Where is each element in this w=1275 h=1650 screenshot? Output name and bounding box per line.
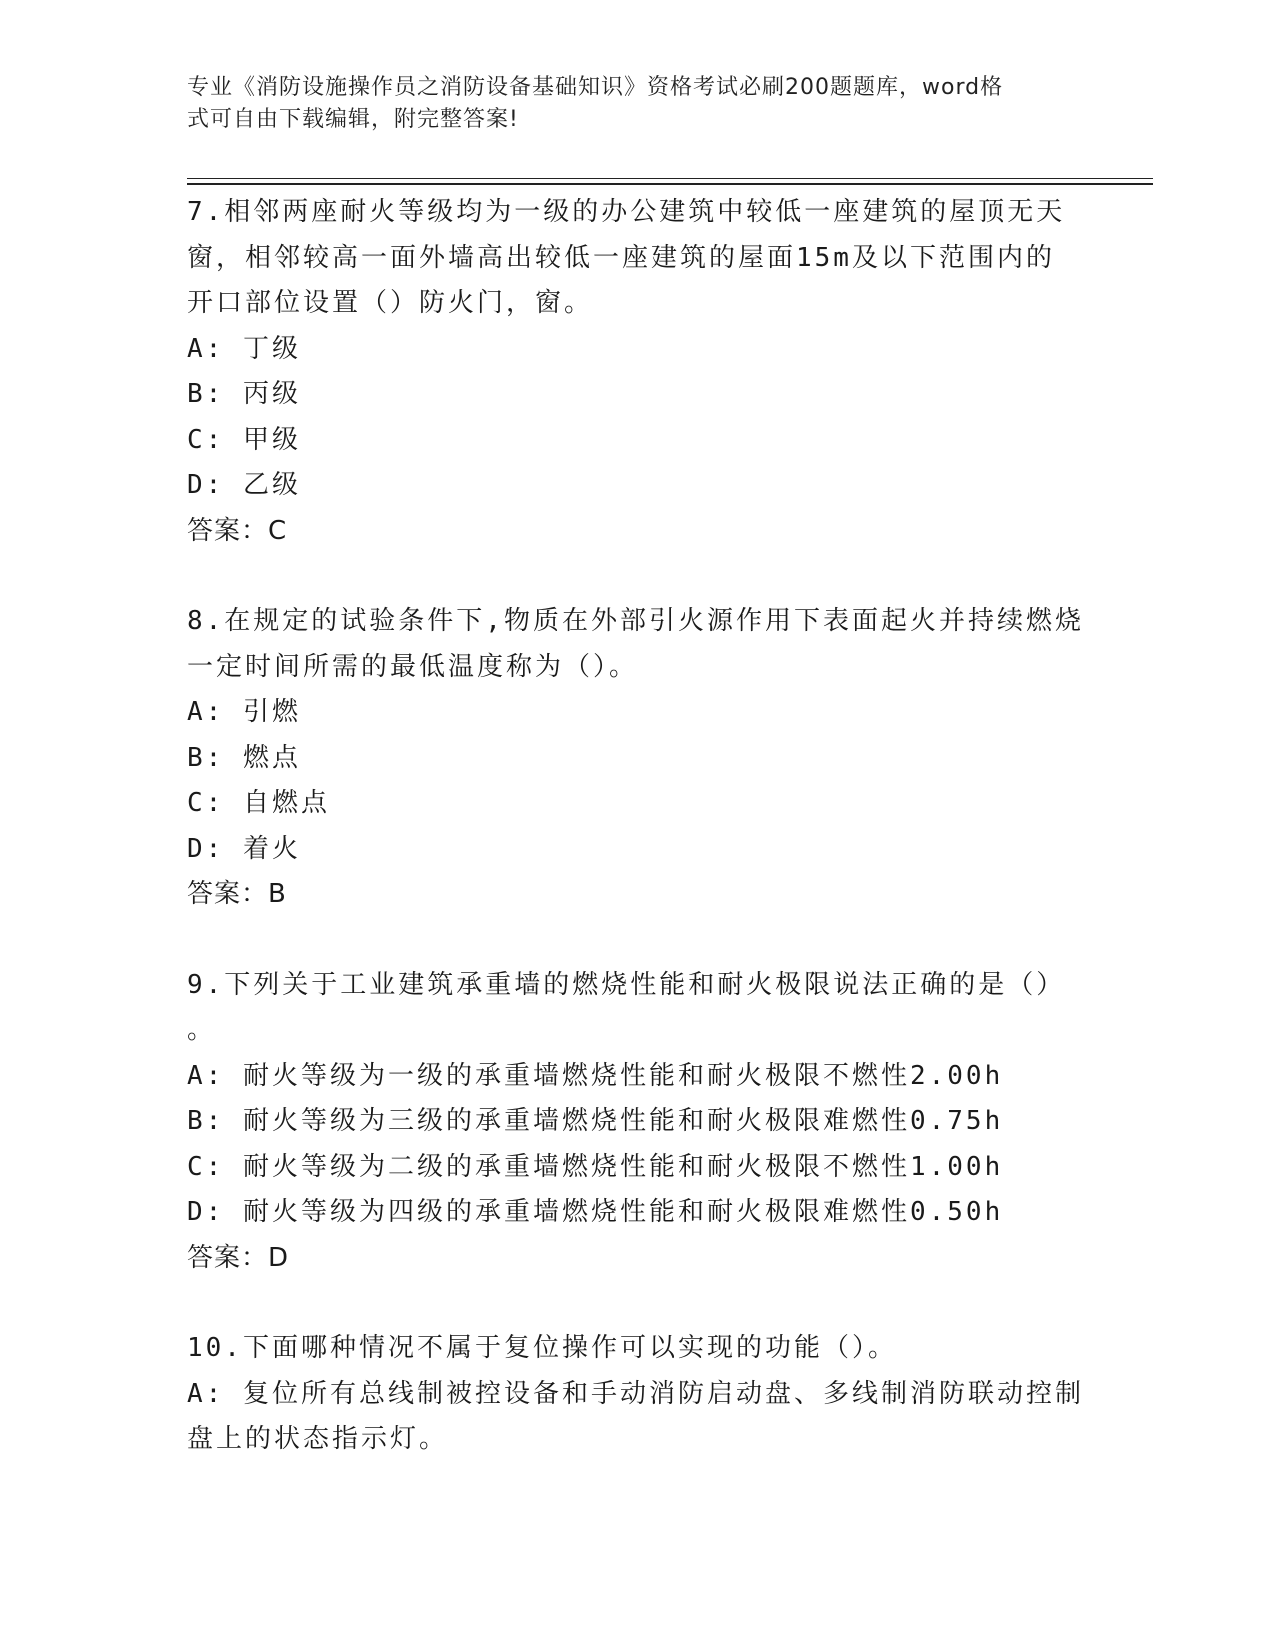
- question-8-option-d: D: 着火: [187, 833, 301, 864]
- header-line-1: 专业《消防设施操作员之消防设备基础知识》资格考试必刷200题题库，word格: [187, 75, 1004, 100]
- question-8-option-b: B: 燃点: [187, 742, 301, 773]
- question-7-line-3: 开口部位设置（）防火门，窗。: [187, 288, 594, 318]
- question-8-line-2: 一定时间所需的最低温度称为（）。: [187, 651, 639, 682]
- question-9: [187, 963, 1087, 1282]
- header-line-2: 式可自由下载编辑，附完整答案!: [187, 107, 519, 132]
- question-10-option-a-line-1: A: 复位所有总线制被控设备和手动消防启动盘、多线制消防联动控制: [187, 1378, 1084, 1409]
- header-rule-thick: [187, 183, 1153, 185]
- question-7: [187, 190, 1087, 554]
- question-7-answer: 答案：C: [187, 515, 288, 546]
- question-8-option-a: A: 引燃: [187, 697, 301, 727]
- question-7-option-a: A: 丁级: [187, 333, 301, 364]
- question-9-option-c: C: 耐火等级为二级的承重墙燃烧性能和耐火极限不燃性1.00h: [187, 1151, 1004, 1182]
- question-10-option-a-line-2: 盘上的状态指示灯。: [187, 1424, 449, 1454]
- question-list: [187, 190, 1087, 1463]
- document-header: [187, 72, 1067, 136]
- question-9-line-2: 。: [187, 1015, 217, 1045]
- question-10-line-1: 10.下面哪种情况不属于复位操作可以实现的功能（）。: [187, 1333, 897, 1363]
- question-9-answer: 答案：D: [187, 1242, 290, 1273]
- question-7-option-b: B: 丙级: [187, 379, 301, 409]
- question-9-line-1: 9.下列关于工业建筑承重墙的燃烧性能和耐火极限说法正确的是（）: [187, 969, 1066, 1000]
- header-rule-thin: [187, 178, 1153, 179]
- question-7-line-1: 7.相邻两座耐火等级均为一级的办公建筑中较低一座建筑的屋顶无天: [187, 197, 1066, 227]
- question-9-option-d: D: 耐火等级为四级的承重墙燃烧性能和耐火极限难燃性0.50h: [187, 1197, 1004, 1227]
- question-9-option-a: A: 耐火等级为一级的承重墙燃烧性能和耐火极限不燃性2.00h: [187, 1060, 1004, 1091]
- question-8-answer: 答案：B: [187, 879, 287, 909]
- question-8: [187, 599, 1087, 918]
- question-8-option-c: C: 自燃点: [187, 788, 330, 818]
- question-7-option-c: C: 甲级: [187, 424, 301, 455]
- question-9-option-b: B: 耐火等级为三级的承重墙燃烧性能和耐火极限难燃性0.75h: [187, 1106, 1004, 1136]
- question-7-line-2: 窗，相邻较高一面外墙高出较低一座建筑的屋面15m及以下范围内的: [187, 242, 1055, 273]
- question-8-line-1: 8.在规定的试验条件下,物质在外部引火源作用下表面起火并持续燃烧: [187, 606, 1084, 636]
- question-10: [187, 1326, 1087, 1463]
- question-7-option-d: D: 乙级: [187, 470, 301, 500]
